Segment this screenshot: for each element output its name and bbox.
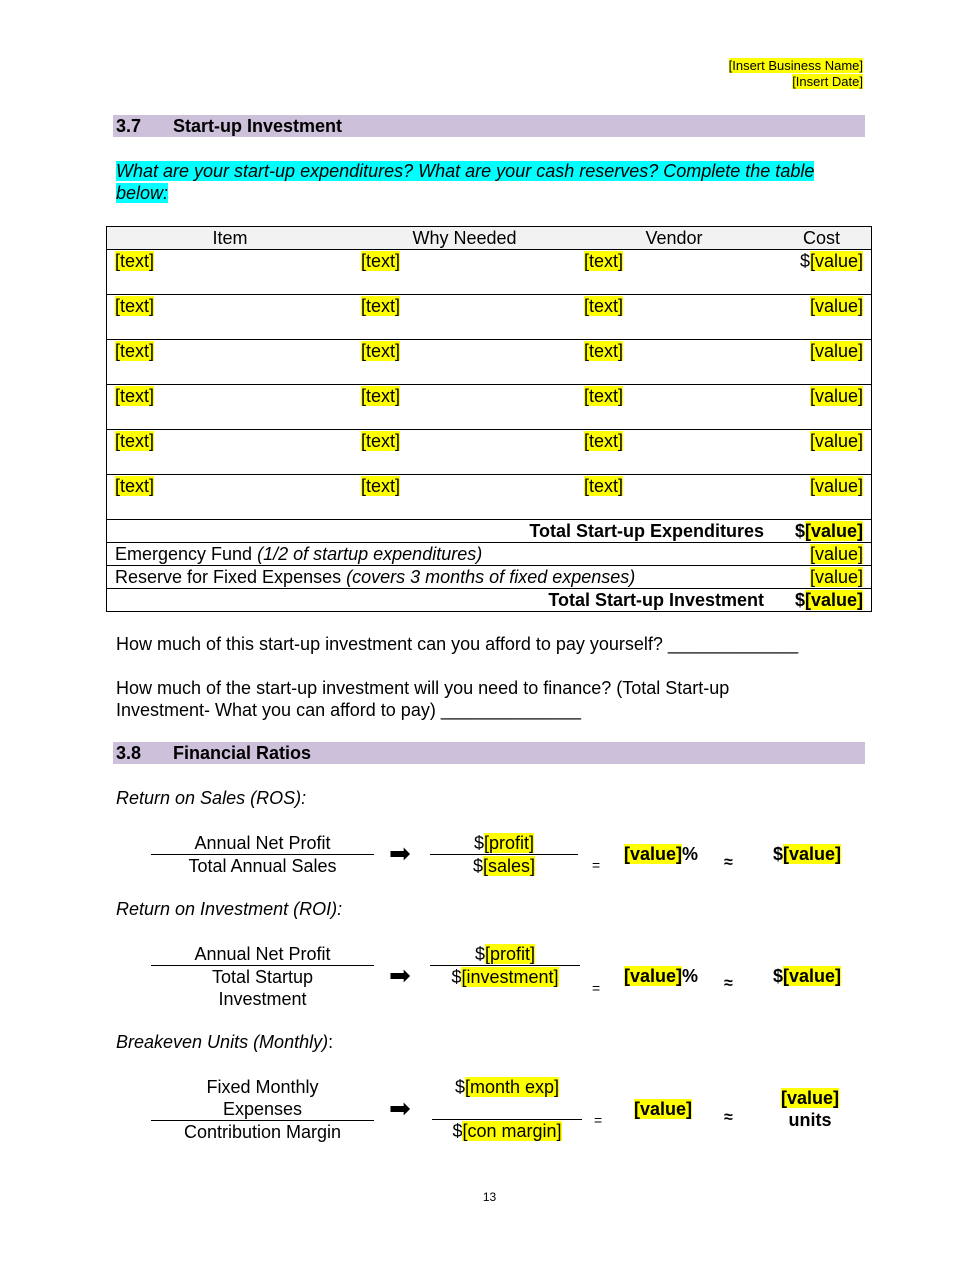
breakeven-result-value[interactable]: [value] xyxy=(634,1099,693,1119)
ros-result xyxy=(624,843,698,865)
section-title: Start-up Investment xyxy=(173,116,343,136)
percent-sign: % xyxy=(682,844,699,864)
breakeven-units-value[interactable]: [value] xyxy=(780,1088,840,1108)
dollar-prefix: $ xyxy=(773,844,784,864)
why-needed-cell[interactable]: [text] xyxy=(361,296,401,316)
dollar-prefix: $ xyxy=(773,966,784,986)
total-investment-label: Total Start-up Investment xyxy=(107,589,773,612)
section-heading-3-8 xyxy=(113,742,865,764)
month-exp-input[interactable]: [month exp] xyxy=(464,1077,560,1097)
roi-dollar-value[interactable]: [value] xyxy=(783,966,842,986)
ros-sales-prefix: $ xyxy=(472,856,483,876)
table-row xyxy=(107,475,872,520)
con-margin-prefix: $ xyxy=(452,1121,463,1141)
roi-result xyxy=(624,965,698,987)
breakeven-title xyxy=(116,1032,333,1053)
right-arrow-icon: ➡ xyxy=(389,960,411,990)
section-number: 3.8 xyxy=(116,743,142,763)
equals-sign: = xyxy=(594,1112,603,1128)
reserve-label: Reserve for Fixed Expenses xyxy=(115,567,342,587)
ros-dollar-value[interactable]: [value] xyxy=(783,844,842,864)
question-finance-line1: How much of the start-up investment will you need to finance? (Total Start-up xyxy=(116,678,730,698)
breakeven-units-result xyxy=(776,1087,844,1131)
emergency-fund-row xyxy=(107,543,872,566)
total-expenditures-prefix: $ xyxy=(794,521,805,541)
total-expenditures-label: Total Start-up Expenditures xyxy=(107,520,773,543)
roi-investment-input[interactable]: [investment] xyxy=(461,967,559,987)
cost-cell[interactable]: [value] xyxy=(809,386,863,406)
emergency-fund-value[interactable]: [value] xyxy=(809,544,863,564)
table-row xyxy=(107,295,872,340)
ros-title: Return on Sales (ROS): xyxy=(116,788,307,808)
section-heading-3-7 xyxy=(113,115,865,137)
item-cell[interactable]: [text] xyxy=(115,296,155,316)
table-row xyxy=(107,430,872,475)
ros-result-value[interactable]: [value] xyxy=(624,844,683,864)
breakeven-title-text: Breakeven Units (Monthly) xyxy=(116,1032,329,1052)
column-header-vendor: Vendor xyxy=(576,227,772,250)
emergency-fund-note: (1/2 of startup expenditures) xyxy=(257,544,483,564)
business-name: [Insert Business Name] xyxy=(728,58,863,73)
reserve-cell xyxy=(107,566,773,589)
total-investment-value[interactable]: [value] xyxy=(804,590,863,610)
con-margin-input[interactable]: [con margin] xyxy=(462,1121,562,1141)
table-row xyxy=(107,385,872,430)
equals-sign: = xyxy=(592,857,601,873)
equals-sign: = xyxy=(592,980,601,996)
vendor-cell[interactable]: [text] xyxy=(584,476,624,496)
why-needed-cell[interactable]: [text] xyxy=(361,431,401,451)
percent-sign: % xyxy=(682,966,699,986)
page-number: 13 xyxy=(482,1190,497,1204)
approx-sign: ≈ xyxy=(724,854,733,871)
approx-sign: ≈ xyxy=(724,1109,733,1126)
reserve-value[interactable]: [value] xyxy=(809,567,863,587)
breakeven-value-fraction xyxy=(432,1076,582,1142)
column-header-item: Item xyxy=(107,227,354,250)
ros-sales-input[interactable]: [sales] xyxy=(482,856,536,876)
roi-fraction xyxy=(151,943,374,1010)
total-investment-prefix: $ xyxy=(794,590,805,610)
reserve-note: (covers 3 months of fixed expenses) xyxy=(346,567,636,587)
item-cell[interactable]: [text] xyxy=(115,431,155,451)
item-cell[interactable]: [text] xyxy=(115,341,155,361)
table-row xyxy=(107,340,872,385)
breakeven-title-colon: : xyxy=(328,1032,334,1052)
column-header-cost: Cost xyxy=(772,227,872,250)
cost-cell[interactable]: [value] xyxy=(809,296,863,316)
prompt-text: What are your start-up expenditures? What are your cash reserves? Complete the table below: xyxy=(116,161,815,203)
vendor-cell[interactable]: [text] xyxy=(584,431,624,451)
breakeven-numerator-line1: Fixed Monthly xyxy=(206,1077,319,1097)
roi-numerator: Annual Net Profit xyxy=(194,944,331,964)
header-meta xyxy=(729,58,863,90)
why-needed-cell[interactable]: [text] xyxy=(361,476,401,496)
cost-cell[interactable]: [value] xyxy=(809,251,863,271)
why-needed-cell[interactable]: [text] xyxy=(361,341,401,361)
cost-prefix: $ xyxy=(799,251,810,271)
ros-profit-input[interactable]: [profit] xyxy=(483,833,535,853)
ros-numerator: Annual Net Profit xyxy=(194,833,331,853)
table-header-row xyxy=(107,227,872,250)
vendor-cell[interactable]: [text] xyxy=(584,341,624,361)
right-arrow-icon: ➡ xyxy=(389,1093,411,1123)
roi-profit-input[interactable]: [profit] xyxy=(484,944,536,964)
breakeven-result xyxy=(634,1098,692,1120)
table-row xyxy=(107,250,872,295)
roi-denominator-line1: Total Startup xyxy=(211,967,314,987)
roi-value-fraction xyxy=(430,943,580,988)
total-investment-row xyxy=(107,589,872,612)
section-title: Financial Ratios xyxy=(173,743,312,763)
reserve-fixed-expenses-row xyxy=(107,566,872,589)
ros-profit-prefix: $ xyxy=(473,833,484,853)
item-cell[interactable]: [text] xyxy=(115,386,155,406)
vendor-cell[interactable]: [text] xyxy=(584,386,624,406)
units-label: units xyxy=(788,1110,832,1130)
item-cell[interactable]: [text] xyxy=(115,251,155,271)
total-expenditures-value[interactable]: [value] xyxy=(804,521,863,541)
section-number: 3.7 xyxy=(116,116,142,136)
question-finance xyxy=(116,677,729,721)
ros-value-fraction xyxy=(430,832,578,877)
document-date: [Insert Date] xyxy=(792,74,863,89)
emergency-fund-cell xyxy=(107,543,773,566)
cost-cell[interactable]: [value] xyxy=(809,476,863,496)
roi-title: Return on Investment (ROI): xyxy=(116,899,343,919)
roi-profit-prefix: $ xyxy=(474,944,485,964)
vendor-cell[interactable]: [text] xyxy=(584,251,624,271)
column-header-why-needed: Why Needed xyxy=(353,227,576,250)
emergency-fund-label: Emergency Fund xyxy=(115,544,253,564)
right-arrow-icon: ➡ xyxy=(389,838,411,868)
ros-dollar-result xyxy=(773,843,841,865)
question-finance-line2: Investment- What you can afford to pay) ______________ xyxy=(116,700,581,720)
breakeven-denominator: Contribution Margin xyxy=(183,1122,342,1142)
roi-dollar-result xyxy=(773,965,841,987)
ros-denominator: Total Annual Sales xyxy=(188,856,337,876)
vendor-cell[interactable]: [text] xyxy=(584,296,624,316)
why-needed-cell[interactable]: [text] xyxy=(361,386,401,406)
roi-denominator-line2: Investment xyxy=(218,989,307,1009)
cost-cell[interactable]: [value] xyxy=(809,431,863,451)
approx-sign: ≈ xyxy=(724,975,733,992)
section-prompt xyxy=(116,160,866,204)
month-exp-prefix: $ xyxy=(454,1077,465,1097)
cost-cell[interactable]: [value] xyxy=(809,341,863,361)
ros-fraction xyxy=(151,832,374,877)
item-cell[interactable]: [text] xyxy=(115,476,155,496)
breakeven-fraction xyxy=(151,1076,374,1143)
question-afford-pay: How much of this start-up investment can you afford to pay yourself? _____________ xyxy=(116,634,799,654)
breakeven-numerator-line2: Expenses xyxy=(222,1099,303,1119)
why-needed-cell[interactable]: [text] xyxy=(361,251,401,271)
total-expenditures-row xyxy=(107,520,872,543)
roi-investment-prefix: $ xyxy=(451,967,462,987)
startup-investment-table xyxy=(106,226,872,612)
roi-result-value[interactable]: [value] xyxy=(624,966,683,986)
